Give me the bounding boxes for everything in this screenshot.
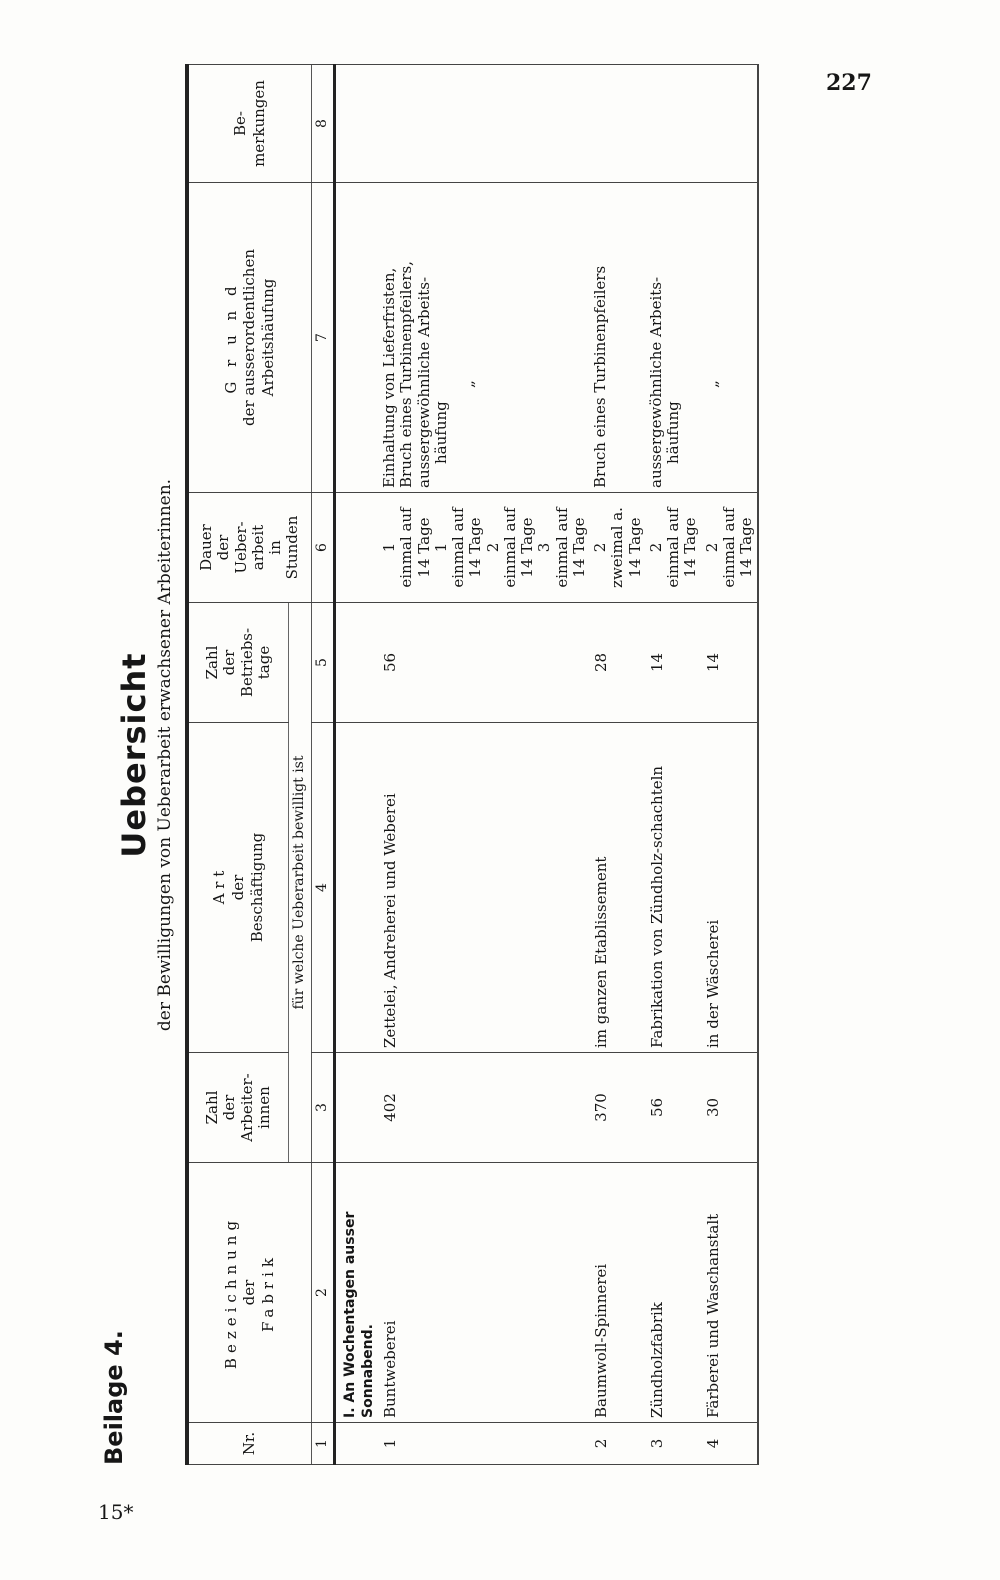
header-dauer xyxy=(187,493,311,603)
row-fabrik: Baumwoll-Spinnerei xyxy=(590,1163,646,1423)
grund-line: Bruch eines Turbinenpfeilers xyxy=(591,265,609,488)
dauer-line: 1 xyxy=(380,542,398,553)
row-fabrik: Buntweberei xyxy=(379,1163,590,1423)
header-zahl-arbeiterinnen xyxy=(187,1053,289,1163)
dauer-line: 2 xyxy=(646,542,665,553)
header-line: merkungen xyxy=(249,80,268,167)
grund-line: aussergewöhnliche Arbeits- xyxy=(646,276,665,488)
header-line: Arbeitshäufung xyxy=(259,278,278,397)
header-line: arbeit xyxy=(248,524,267,571)
header-row xyxy=(187,65,289,1465)
section-title: I. An Wochentagen ausser Sonnabend. xyxy=(335,1163,380,1423)
dauer-line: einmal auf xyxy=(664,507,682,588)
dauer-line: zweimal a. xyxy=(608,507,627,588)
dauer-line: einmal auf xyxy=(552,507,571,588)
header-fabrik-line: Bezeichnung xyxy=(221,1215,240,1370)
section-row xyxy=(335,65,380,1465)
column-number: 5 xyxy=(311,603,335,723)
row-art: Fabrikation von Zündholz-schachteln xyxy=(646,723,702,1053)
dauer-line: 14 Tage xyxy=(625,517,644,578)
row-art: in der Wäscherei xyxy=(702,723,759,1053)
dauer-line: 2 xyxy=(702,542,721,553)
table-subtitle: der Bewilligungen von Ueberarbeit erwachsener Arbeiterinnen. xyxy=(155,478,175,1032)
row-arbeiterinnen: 370 xyxy=(590,1053,646,1163)
header-line: der ausserordentlichen xyxy=(240,248,259,427)
table-row xyxy=(702,65,759,1465)
supplement-label: Beilage 4. xyxy=(100,1330,128,1465)
grund-line: Bruch eines Turbinenpfeilers, xyxy=(397,261,416,488)
dauer-line: 3 xyxy=(535,542,554,553)
row-grund xyxy=(646,183,702,493)
column-number: 7 xyxy=(311,183,335,493)
row-arbeiterinnen: 402 xyxy=(379,1053,590,1163)
dauer-line: 14 Tage xyxy=(681,517,700,578)
dauer-line: 14 Tage xyxy=(569,517,588,578)
header-fabrik xyxy=(187,1163,311,1423)
row-nr: 4 xyxy=(702,1423,759,1465)
dauer-line: 14 Tage xyxy=(737,517,755,578)
header-nr: Nr. xyxy=(187,1423,311,1465)
row-grund xyxy=(590,183,646,493)
row-bemerkungen xyxy=(646,65,702,183)
column-number: 8 xyxy=(311,65,335,183)
header-line: G r u n d xyxy=(221,281,240,394)
header-line: innen xyxy=(254,1086,273,1129)
column-number: 3 xyxy=(311,1053,335,1163)
grund-line: „ xyxy=(459,380,477,388)
row-betriebstage: 14 xyxy=(646,603,702,723)
header-betriebstage xyxy=(187,603,289,723)
header-bemerkungen xyxy=(187,65,311,183)
row-betriebstage: 14 xyxy=(702,603,759,723)
header-art xyxy=(187,723,289,1053)
table-row xyxy=(379,65,590,1465)
row-grund xyxy=(379,183,590,493)
grund-line: „ xyxy=(702,380,721,388)
row-fabrik: Färberei und Waschanstalt xyxy=(702,1163,759,1423)
dauer-line: 14 Tage xyxy=(518,517,536,578)
table-row xyxy=(646,65,702,1465)
row-nr: 2 xyxy=(590,1423,646,1465)
header-line: Zahl xyxy=(203,645,221,680)
dauer-line: 2 xyxy=(483,542,502,553)
row-arbeiterinnen: 30 xyxy=(702,1053,759,1163)
column-number: 4 xyxy=(311,723,335,1053)
dauer-line: einmal auf xyxy=(500,507,519,588)
header-line: der xyxy=(220,649,239,676)
header-line: Arbeiter- xyxy=(237,1073,256,1142)
header-grund xyxy=(187,183,311,493)
table-row xyxy=(590,65,646,1465)
grund-line: häufung xyxy=(431,401,450,464)
row-dauer xyxy=(702,493,759,603)
table-title: Uebersicht xyxy=(115,652,153,858)
row-dauer xyxy=(646,493,702,603)
row-nr: 3 xyxy=(646,1423,702,1465)
row-art: im ganzen Etablissement xyxy=(590,723,646,1053)
dauer-line: 14 Tage xyxy=(466,517,485,578)
dauer-line: einmal auf xyxy=(449,507,467,588)
column-number: 1 xyxy=(311,1423,335,1465)
column-number-row xyxy=(311,65,335,1465)
column-number: 2 xyxy=(311,1163,335,1423)
row-bemerkungen xyxy=(590,65,646,183)
row-bemerkungen xyxy=(702,65,759,183)
header-line: der xyxy=(220,1094,239,1121)
grund-line: Einhaltung von Lieferfristen, xyxy=(380,267,398,488)
header-line: in xyxy=(266,540,284,555)
dauer-line: 2 xyxy=(591,542,609,553)
column-number: 6 xyxy=(311,493,335,603)
header-line: der xyxy=(214,534,233,561)
header-line: Be- xyxy=(231,111,249,136)
row-arbeiterinnen: 56 xyxy=(646,1053,702,1163)
grund-line: häufung xyxy=(664,401,682,464)
header-line: Dauer xyxy=(197,524,215,571)
header-line: der xyxy=(229,874,248,901)
row-betriebstage: 28 xyxy=(590,603,646,723)
row-art: Zettelei, Andreherei und Weberei xyxy=(379,723,590,1053)
row-grund xyxy=(702,183,759,493)
rotated-page-content xyxy=(90,45,990,1465)
header-line: Zahl xyxy=(203,1090,221,1125)
overtime-table xyxy=(185,64,759,1465)
dauer-line: 14 Tage xyxy=(414,517,433,578)
row-dauer xyxy=(590,493,646,603)
header-line: Beschäftigung xyxy=(247,832,266,943)
dauer-line: einmal auf xyxy=(397,507,416,588)
row-nr: 1 xyxy=(379,1423,590,1465)
dauer-line: einmal auf xyxy=(719,507,738,588)
signature-mark: 15* xyxy=(98,1500,134,1524)
header-line: Ueber- xyxy=(231,521,250,574)
row-bemerkungen xyxy=(379,65,590,183)
dauer-line: 1 xyxy=(431,542,450,553)
row-dauer xyxy=(379,493,590,603)
row-fabrik: Zündholzfabrik xyxy=(646,1163,702,1423)
header-line: Stunden xyxy=(283,515,302,580)
header-line: tage xyxy=(254,645,273,680)
grund-line: aussergewöhnliche Arbeits- xyxy=(414,276,433,488)
page-number: 227 xyxy=(826,70,872,96)
header-fabrik-line: der xyxy=(240,1279,259,1306)
header-line: A r t xyxy=(210,870,229,905)
header-fabrik-line: Fabrik xyxy=(259,1253,278,1332)
header-line: Betriebs- xyxy=(237,627,256,698)
row-betriebstage: 56 xyxy=(379,603,590,723)
subheader-text: für welche Ueberarbeit bewilligt ist xyxy=(289,603,312,1163)
